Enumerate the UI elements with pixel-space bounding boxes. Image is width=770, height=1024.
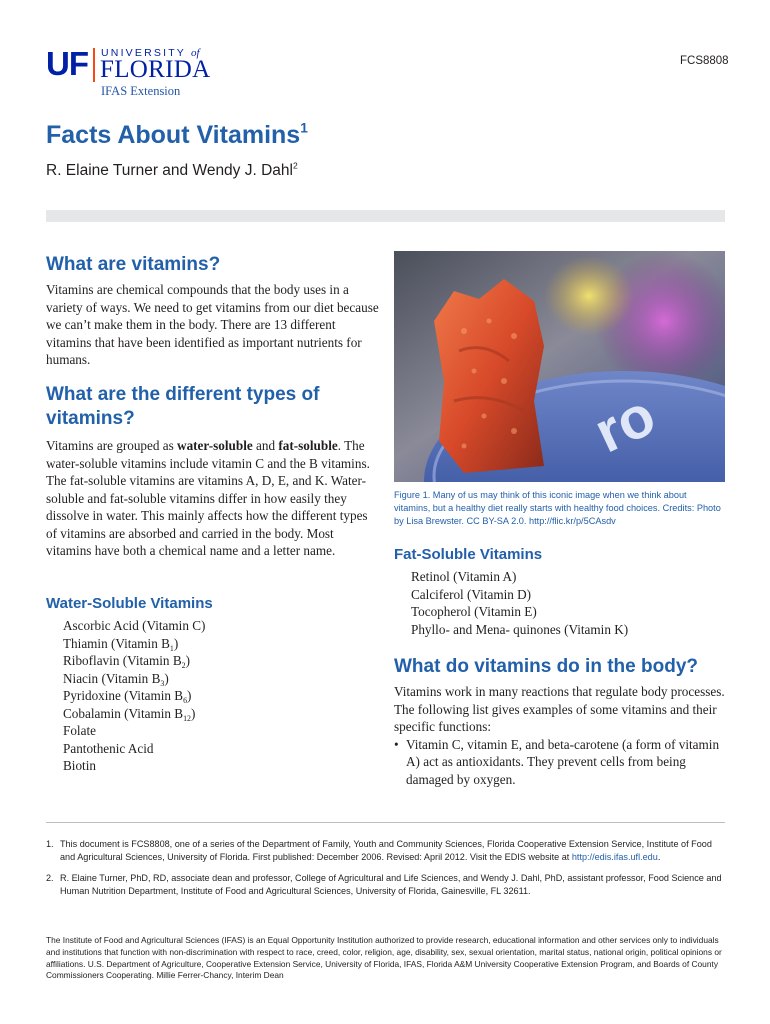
section-what-do-vitamins-do: [394, 655, 725, 788]
water-soluble-item: Pyridoxine (Vitamin $B_6$): [63, 688, 192, 705]
water-soluble-item: Folate: [63, 723, 96, 738]
left-column: [46, 253, 381, 369]
logo-university: UNIVERSITY of: [101, 47, 200, 59]
heading-types-of-vitamins: What are the different types of vitamins?: [46, 384, 320, 429]
water-soluble-item: Cobalamin (Vitamin $B_{12}$): [63, 705, 196, 723]
section-types: [46, 383, 381, 560]
footnote-number: 1.: [46, 839, 54, 849]
cap-lettering: ro: [584, 382, 665, 466]
paragraph-what-are-vitamins: Vitamins are chemical compounds that the body uses in a variety of ways. We need to get vitamins from our diet because we can’t make them in the body. There are 13 different vitamins that have been identified as important nutrients for humans.: [46, 282, 379, 367]
fat-soluble-item: Tocopherol (Vitamin E): [411, 604, 537, 619]
footnote: [46, 838, 725, 864]
footnote-rule: [46, 822, 725, 823]
footnote: [46, 872, 725, 898]
logo-ifas-extension: IFAS Extension: [101, 84, 181, 98]
section-fat-soluble: [394, 545, 725, 638]
fat-soluble-item: Phyllo- and Mena- quinones (Vitamin K): [411, 621, 629, 637]
fat-soluble-item: Calciferol (Vitamin D): [411, 586, 532, 602]
logo-divider: [93, 48, 95, 82]
uf-ifas-logo: [46, 45, 226, 101]
water-soluble-item: Biotin: [63, 758, 96, 773]
paragraph-what-do-vitamins-do: Vitamins work in many reactions that regulate body processes. The following list gives examples of some vitamins and their specific functions:: [394, 684, 725, 734]
page-title: Facts About Vitamins$^1$: [46, 120, 308, 149]
heading-what-do-vitamins-do: What do vitamins do in the body?: [394, 656, 698, 677]
section-water-soluble: [46, 594, 381, 775]
heading-what-are-vitamins: What are vitamins?: [46, 254, 221, 275]
heading-fat-soluble: Fat-Soluble Vitamins: [394, 546, 543, 563]
water-soluble-list: [46, 617, 381, 775]
water-soluble-item: Pantothenic Acid: [63, 740, 154, 756]
fat-soluble-list: [394, 568, 725, 638]
vitamin-photo: [394, 251, 725, 482]
equal-opportunity-disclaimer: The Institute of Food and Agricultural Sciences (IFAS) is an Equal Opportunity Institution authorized to provide research, educational information and other services only to individuals and institutions that function with non-discrimination with respect to race, creed, color, religion, age, disability, sex, sexual orientation, marital status, national origin, political opinions or affiliations. U.S. Department of Agriculture, Cooperative Extension Service, University of Florida, IFAS, Florida A&M University Cooperative Extension Program, and Boards of County Commissioners Cooperating. Millie Ferrer-Chancy, Interim Dean: [46, 935, 722, 981]
footnote-text: This document is FCS8808, one of a series of the Department of Family, Youth and Community Sciences, Florida Cooperative Extension Service, Institute of Food and Agricultural Sciences, University of Florida. First published: December 2006. Revised: April 2012. Visit the EDIS website at http://edis.ifas.ufl.edu.: [60, 839, 712, 862]
title-divider: [46, 210, 725, 222]
water-soluble-item: Riboflavin (Vitamin $B_2$): [63, 653, 190, 670]
uf-monogram: UF: [46, 45, 88, 82]
authors: R. Elaine Turner and Wendy J. Dahl$^2$: [46, 160, 298, 179]
footnotes: [46, 838, 725, 906]
fat-soluble-item: Retinol (Vitamin A): [411, 569, 517, 584]
figure-caption: Figure 1. Many of us may think of this iconic image when we think about vitamins, but a healthy diet really starts with healthy food choices. Credits: Photo by Lisa Brewster. CC BY-SA 2.0. http://flic.kr/p/5CAsdv: [394, 490, 721, 526]
document-id: FCS8808: [680, 55, 729, 67]
function-bullets: [394, 736, 725, 789]
water-soluble-item: Niacin (Vitamin $B_3$): [63, 670, 169, 688]
water-soluble-item: Ascorbic Acid (Vitamin C): [63, 618, 206, 633]
footnote-number: 2.: [46, 873, 54, 883]
paragraph-types-of-vitamins: Vitamins are grouped as water-soluble and fat-soluble. The water-soluble vitamins include vitamin C and the B vitamins. The fat-soluble vitamins are vitamins A, D, E, and K. Water-soluble and fat-soluble vitamins differ in how easily they dissolve in water. This mainly affects how the different types of vitamins are absorbed and carried in the body. Most vitamins have both a chemical name and a letter name.: [46, 438, 370, 558]
logo-florida: FLORIDA: [100, 56, 211, 83]
edis-link[interactable]: http://edis.ifas.ufl.edu: [571, 852, 658, 862]
water-soluble-item: Thiamin (Vitamin $B_1$): [63, 635, 179, 653]
heading-water-soluble: Water-Soluble Vitamins: [46, 595, 213, 612]
bullet-dot: •: [394, 736, 399, 752]
footnote-text: R. Elaine Turner, PhD, RD, associate dean and professor, College of Agricultural and Life Sciences, and Wendy J. Dahl, PhD, assistant professor, Food Science and Human Nutrition Department, Institute of Food and Agricultural Sciences, University of Florida, Gainesville, FL 32611.: [60, 873, 722, 896]
function-bullet: • Vitamin C, vitamin E, and beta-carotene (a form of vitamin A) act as antioxidants. They prevent cells from being damaged by oxygen.: [394, 736, 720, 787]
